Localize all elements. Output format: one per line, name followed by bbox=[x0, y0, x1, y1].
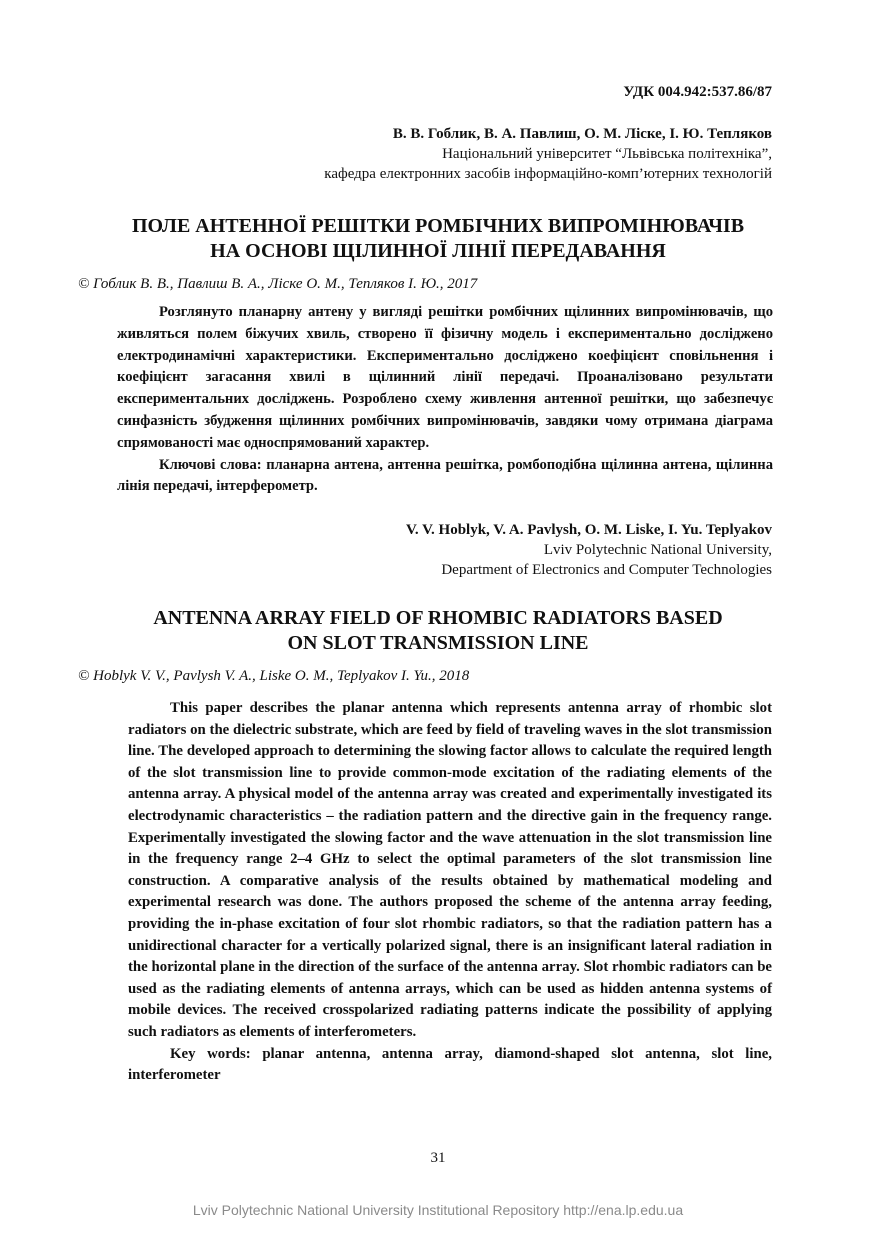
ukrainian-title-line2: НА ОСНОВІ ЩІЛИННОЇ ЛІНІЇ ПЕРЕДАВАННЯ bbox=[210, 240, 666, 262]
ukrainian-abstract-block bbox=[117, 302, 773, 498]
english-keywords: Key words: planar antenna, antenna array, diamond-shaped slot antenna, slot line, interferometer bbox=[128, 1045, 772, 1084]
english-copyright: © Hoblyk V. V., Pavlysh V. A., Liske O. M., Teplyakov I. Yu., 2018 bbox=[78, 668, 470, 684]
english-abstract-block bbox=[128, 698, 772, 1087]
ukrainian-affiliation-line1: Національний університет “Львівська політехніка”, bbox=[442, 146, 772, 162]
ukrainian-title bbox=[60, 214, 816, 264]
page-number: 31 bbox=[430, 1150, 446, 1166]
ukrainian-title-line1: ПОЛЕ АНТЕННОЇ РЕШІТКИ РОМБІЧНИХ ВИПРОМІНЮВАЧІВ bbox=[131, 215, 745, 237]
ukrainian-copyright: © Гоблик В. В., Павлиш В. А., Ліске О. М., Тепляков І. Ю., 2017 bbox=[78, 276, 478, 292]
repository-footer: Lviv Polytechnic National University Institutional Repository http://ena.lp.edu.ua bbox=[192, 1202, 684, 1218]
english-title bbox=[60, 606, 816, 656]
english-affiliation-line1: Lviv Polytechnic National University, bbox=[543, 542, 772, 558]
ukrainian-affiliation-line2: кафедра електронних засобів інформаційно-комп’ютерних технологій bbox=[324, 166, 772, 182]
english-author-block bbox=[406, 520, 772, 580]
ukrainian-authors: В. В. Гоблик, В. А. Павлиш, О. М. Ліске, І. Ю. Тепляков bbox=[392, 126, 772, 142]
ukrainian-author-block bbox=[324, 124, 772, 184]
english-title-line1: ANTENNA ARRAY FIELD OF RHOMBIC RADIATORS BASED bbox=[153, 607, 723, 629]
ukrainian-keywords: Ключові слова: планарна антена, антенна решітка, ромбоподібна щілинна антена, щілинна лінія передачі, інтерферометр. bbox=[117, 456, 773, 495]
english-affiliation-line2: Department of Electronics and Computer Technologies bbox=[441, 562, 772, 578]
english-title-line2: ON SLOT TRANSMISSION LINE bbox=[287, 632, 589, 654]
udc-code: УДК 004.942:537.86/87 bbox=[623, 84, 772, 100]
english-abstract: This paper describes the planar antenna which represents antenna array of rhombic slot radiators on the dielectric substrate, which are feed by field of traveling waves in the slot transmission line. The developed approach to determining the slowing factor allows to calculate the required length of the slot transmission line to provide common-mode excitation of the radiating elements of the antenna array. A physical model of the antenna array was created and experimentally investigated its electrodynamic characteristics – the radiation pattern and the directive gain in the frequency range. Experimentally investigated the slowing factor and the wave attenuation in the slot transmission line in the frequency range 2–4 GHz to select the optimal parameters of the slot transmission line construction. A comparative analysis of the results obtained by mathematical modeling and experimental research was done. The authors proposed the scheme of the antenna array feeding, providing the in-phase excitation of four slot rhombic radiators, so that the radiation pattern has a unidirectional character for a vertically polarized signal, there is an insignificant lateral radiation in the horizontal plane in the direction of the surface of the antenna array. Slot rhombic radiators can be used as the radiating elements of antenna arrays, which can be used as hidden antenna systems of mobile devices. The received crosspolarized radiating patterns indicate the possibility of applying such radiators as elements of interferometers. bbox=[128, 700, 772, 1040]
english-authors: V. V. Hoblyk, V. A. Pavlysh, O. M. Liske, I. Yu. Teplyakov bbox=[406, 522, 772, 538]
ukrainian-abstract: Розглянуто планарну антену у вигляді решітки ромбічних щілинних випромінювачів, що живляться полем біжучих хвиль, створено її фізичну модель і експериментально досліджено електродинамічні характеристики. Експериментально досліджено коефіцієнт сповільнення і коефіцієнт загасання хвилі в щілинний лінії передачі. Проаналізовано результати експериментальних досліджень. Розроблено схему живлення антенної решітки, що забезпечує синфазність збудження щілинних ромбічних випромінювачів, завдяки чому отримана діаграма спрямованості має односпрямований характер. bbox=[117, 304, 773, 451]
